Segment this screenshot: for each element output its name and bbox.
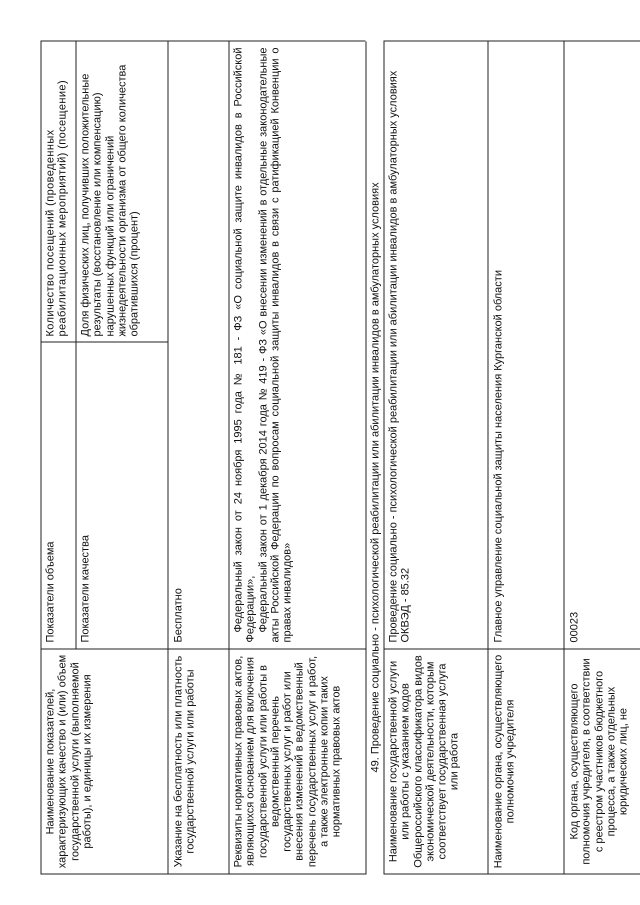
indicators-label: Наименование показателей, характеризующих качество и (или) объем государственной услуги (выполняемой работы), и единицы их измерения: [44, 654, 94, 869]
rule: [41, 42, 42, 875]
section-title: 49. Проведение социально - психологической реабилитации или абилитации инвалидов в амбулаторных условиях: [369, 182, 382, 773]
rule: [168, 42, 169, 875]
quality-value: Доля физических лиц, получивших положительные результаты (восстановление или компенсацию) нарушенных функций или ограничений жизнедеятельности организма от общего количества обратившихся (процент): [79, 64, 141, 337]
legal-acts-value: [233, 48, 365, 643]
rule: [384, 649, 640, 650]
rule: [564, 42, 565, 875]
rule: [41, 342, 168, 343]
rule: [384, 42, 385, 875]
okved-code: ОКВЭД - 85.32: [399, 567, 412, 643]
free-or-paid-label: Указание на бесплатность или платность государственной услуги или работы: [172, 655, 197, 868]
rule: [41, 649, 366, 650]
rotated-page: [1, 0, 640, 905]
rule: [229, 42, 230, 875]
rule: [41, 874, 366, 875]
authority-name-label: Наименование органа, осуществляющего полномочия учредителя: [492, 654, 517, 869]
rule: [366, 42, 367, 875]
law-1: Федеральный закон от 24 ноября 1995 года № 181 - ФЗ «О социальной защите инвалидов в Российской Федерации»,: [232, 47, 257, 643]
rule: [384, 41, 640, 42]
service-name-text: Проведение социально - психологической реабилитации или абилитации инвалидов в амбулаторных условиях: [387, 70, 400, 643]
document-page: [1, 0, 640, 905]
rule: [384, 874, 640, 875]
service-name-label: Наименование государственной услуги или работы с указанием кодов Общероссийского классификатора видов экономической деятельности, которым соответствует государственная услуга или работа: [387, 655, 461, 868]
authority-code-label: Код органа, осуществляющего полномочия учредителя, в соответствии с реестром участников бюджетного процесса, а также отдельных юридических лиц, не: [568, 658, 630, 865]
quality-label: Показатели качества: [79, 535, 92, 643]
authority-name-value: Главное управление социальной защиты населения Курганской области: [492, 270, 505, 643]
rule: [41, 41, 366, 42]
volume-value: Количество посещений (проведенных реабилитационных мероприятий) (посещение): [44, 79, 69, 337]
rule: [488, 42, 489, 875]
legal-acts-label: Реквизиты нормативных правовых актов, являющихся основанием для включения государственной услуги или работы в ведомственный перечень государственных услуг и работ или внесения изменений в ведомственный перечень государственных услуг и работ, а также электронные копии таких нормативных правовых актов: [232, 655, 343, 868]
law-2: Федеральный закон от 1 декабря 2014 года № 419 - ФЗ «О внесении изменений в отдельные законодательные акты Российской Федерации по вопросам социальной защиты инвалидов в связи с ратификацией Конвенции о правах инвалидов»: [257, 47, 294, 643]
volume-label: Показатели объема: [44, 541, 57, 643]
rule: [76, 42, 77, 650]
service-name-value: [388, 48, 486, 643]
authority-code-value: 00023: [568, 611, 581, 643]
free-or-paid-value: Бесплатно: [172, 588, 185, 643]
